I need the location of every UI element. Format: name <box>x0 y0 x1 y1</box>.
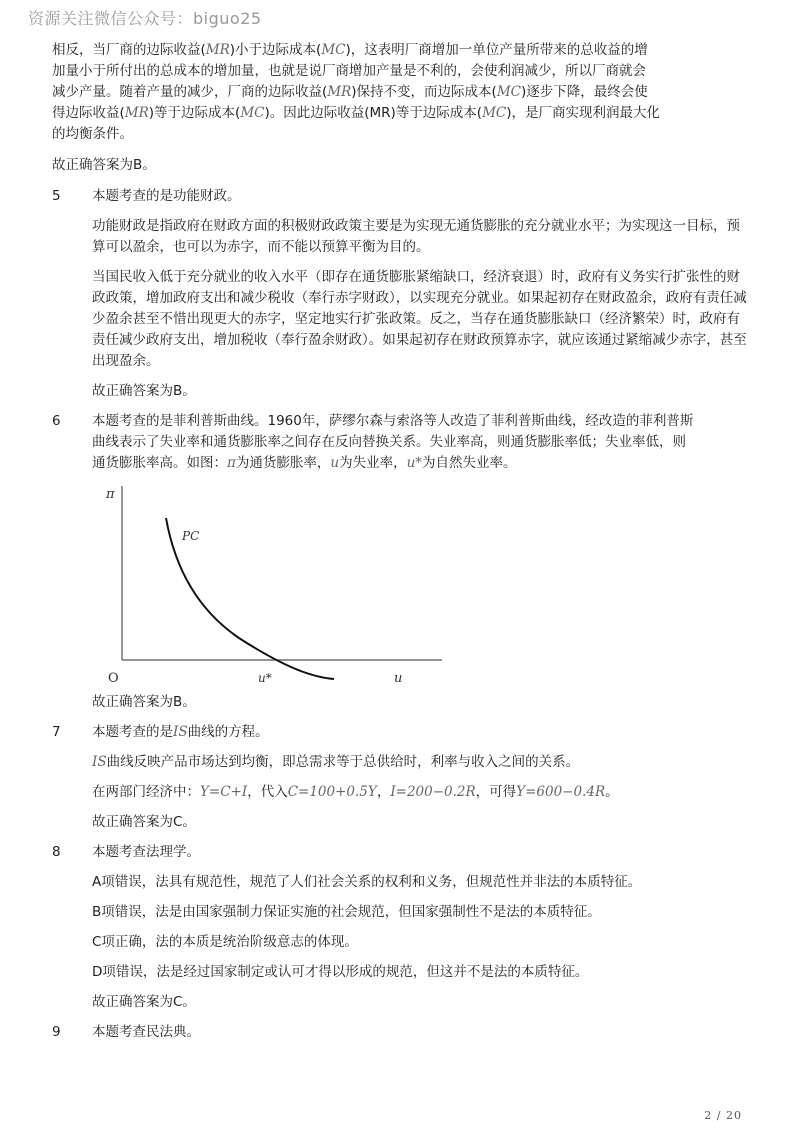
option-b-analysis: B项错误，法是由国家强制力保证实施的社会规范，但国家强制性不是法的本质特征。 <box>92 904 601 920</box>
question-topic: 本题考查民法典。 <box>92 1024 200 1040</box>
x-axis-label: u <box>394 671 403 686</box>
intro-line-2: 加量小于所付出的总成本的增加量，也就是说厂商增加产量是不利的，会使利润减少，所以厂商就会 <box>52 63 646 79</box>
question-topic: 本题考查法理学。 <box>92 844 200 860</box>
question-number: 8 <box>52 844 61 860</box>
intro-line-3: 减少产量。随着产量的减少，厂商的边际收益(MR)保持不变，而边际成本(MC)逐步下降，最终会使 <box>52 84 648 100</box>
q6-line-3: 通货膨胀率高。如图：π为通货膨胀率，u为失业率，u*为自然失业率。 <box>92 455 517 471</box>
question-8 <box>52 842 752 863</box>
intro-line-4: 得边际收益(MR)等于边际成本(MC)。因此边际收益(MR)等于边际成本(MC)，是厂商实现利润最大化 <box>52 105 661 121</box>
phillips-curve-figure <box>52 474 752 686</box>
question-topic: 本题考查的是IS曲线的方程。 <box>92 724 269 740</box>
q5-paragraph-2: 当国民收入低于充分就业的收入水平（即存在通货膨胀紧缩缺口，经济衰退）时，政府有义务实行扩张性的财政政策，增加政府支出和减少税收（奉行赤字财政），以实现充分就业。如果起初存在财政盈余，政府有责任减少盈余甚至不惜出现更大的赤字，坚定地实行扩张政策。反之，当存在通货膨胀缺口（经济繁荣）时，政府有责任减少政府支出，增加税收（奉行盈余财政）。如果起初存在财政预算赤字，就应该通过紧缩减少赤字，甚至出现盈余。 <box>92 269 747 369</box>
q7-paragraph-2: 在两部门经济中：Y=C+I，代入C=100+0.5Y，I=200−0.2R，可得Y=600−0.4R。 <box>92 784 619 800</box>
question-topic: 本题考查的是功能财政。 <box>92 188 241 204</box>
phillips-curve-svg <box>102 474 462 686</box>
curve-label: PC <box>182 529 200 543</box>
y-axis-label: π <box>106 487 115 502</box>
question-number: 6 <box>52 413 61 429</box>
q6-line-1: 本题考查的是菲利普斯曲线。1960年，萨缪尔森与索洛等人改造了菲利普斯曲线，经改造的菲利普斯 <box>92 413 694 429</box>
option-c-analysis: C项正确，法的本质是统治阶级意志的体现。 <box>92 934 358 950</box>
question-number: 9 <box>52 1024 61 1040</box>
q5-paragraph-1: 功能财政是指政府在财政方面的积极财政政策主要是为实现无通货膨胀的充分就业水平；为实现这一目标，预算可以盈余，也可以为赤字，而不能以预算平衡为目的。 <box>92 218 740 255</box>
question-7 <box>52 722 752 743</box>
answer-line: 故正确答案为C。 <box>92 994 196 1010</box>
question-6 <box>52 411 752 474</box>
answer-line: 故正确答案为B。 <box>52 157 156 173</box>
question-5 <box>52 186 752 207</box>
option-d-analysis: D项错误，法是经过国家制定或认可才得以形成的规范，但这并不是法的本质特征。 <box>92 964 589 980</box>
question-9 <box>52 1022 752 1043</box>
intro-line-5: 的均衡条件。 <box>52 126 133 142</box>
answer-line: 故正确答案为B。 <box>92 694 196 710</box>
watermark: 资源关注微信公众号：biguo25 <box>28 9 262 28</box>
question-number: 7 <box>52 724 61 740</box>
intro-line-1: 相反，当厂商的边际收益(MR)小于边际成本(MC)，这表明厂商增加一单位产量所带来的总收益的增 <box>52 42 648 58</box>
origin-label: O <box>108 671 119 686</box>
option-a-analysis: A项错误，法具有规范性，规范了人们社会关系的权利和义务，但规范性并非法的本质特征。 <box>92 874 642 890</box>
q6-line-2: 曲线表示了失业率和通货膨胀率之间存在反向替换关系。失业率高，则通货膨胀率低；失业率低，则 <box>92 434 686 450</box>
natural-rate-label: u* <box>258 671 272 685</box>
answer-line: 故正确答案为B。 <box>92 383 196 399</box>
document-body <box>52 40 752 1043</box>
page-indicator: 2 / 20 <box>704 1109 742 1122</box>
intro-paragraph <box>52 40 752 145</box>
answer-line: 故正确答案为C。 <box>92 814 196 830</box>
q7-paragraph-1: IS曲线反映产品市场达到均衡，即总需求等于总供给时，利率与收入之间的关系。 <box>92 754 580 770</box>
question-number: 5 <box>52 188 61 204</box>
